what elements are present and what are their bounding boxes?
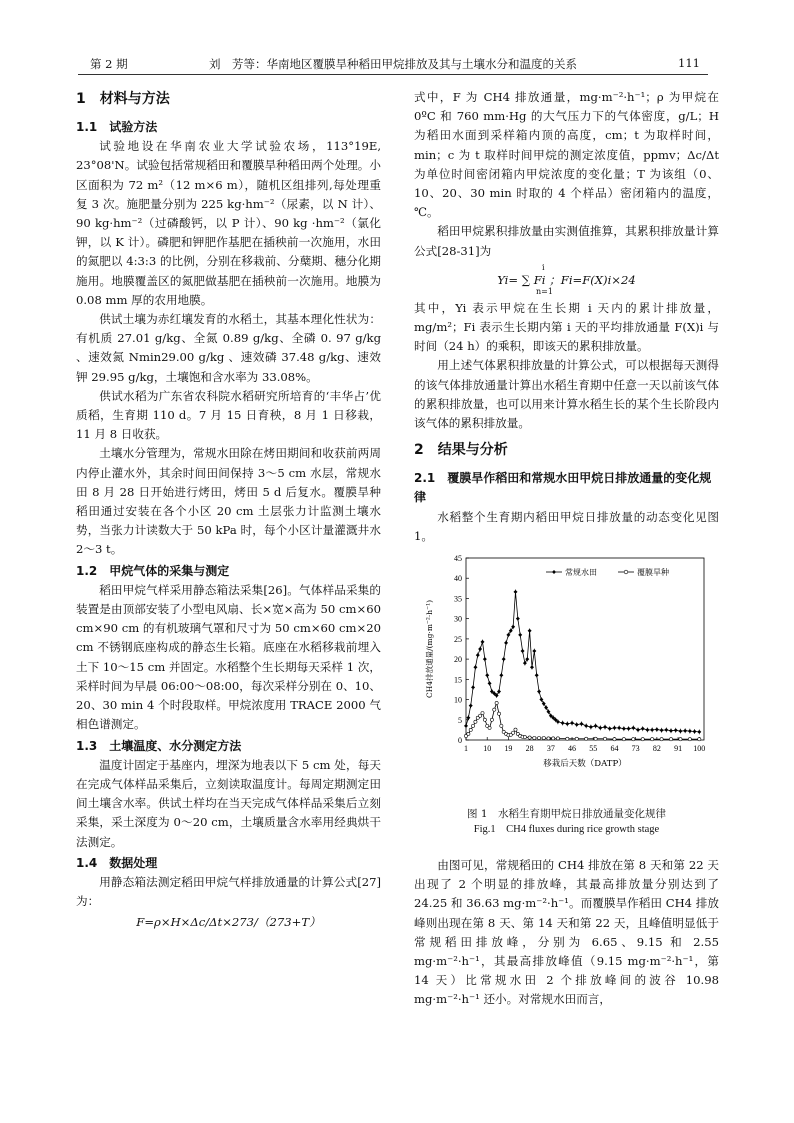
legend-marker-2 [624,570,628,574]
data-point-mulched [688,738,691,741]
data-point-mulched [566,737,569,740]
y-tick-label: 0 [458,736,462,746]
x-tick-label: 1 [464,744,468,754]
paragraph: 温度计固定于基座内，埋深为地表以下 5 cm 处，每天在完成气体样品采集后，立刻读取温度计。每周定期测定田间土壤含水率。供试土样均在当天完成气体样品采集后立刻采集，采土深度为 0～20 cm，土壤质量含水率用经典烘干法测定。 [76,757,381,849]
data-point-mulched [512,731,515,734]
section-1-4-title: 1.4 数据处理 [76,855,158,870]
x-tick-label: 64 [610,744,619,754]
formula-text: Yi= ∑ Fi ；Fi=F(X)i×24 [497,272,636,287]
paragraph: 用上述气体累积排放量的计算公式，可以根据每天测得的该气体排放通量计算出水稻生育期中任意一天以前该气体的累积排放量，也可以用来计算水稻生长的某个生长阶段内该气体的累积排放量。 [414,358,719,431]
x-tick-label: 46 [568,744,577,754]
data-point-mulched [523,736,526,739]
y-tick-label: 25 [454,634,462,644]
left-column [76,88,381,935]
x-tick-label: 37 [546,744,555,754]
formula-sub: n=1 [536,286,553,296]
figure-caption-en: Fig.1 CH4 fluxes during rice growth stage [473,824,660,836]
flux-formula: F=ρ×H×Δc/Δt×273/（273+T） [136,915,321,930]
x-tick-label: 91 [674,744,683,754]
legend-label-2: 覆膜旱种 [637,568,669,578]
y-tick-label: 20 [454,655,462,665]
data-point-mulched [533,736,536,739]
x-tick-label: 55 [589,744,598,754]
data-point-mulched [490,718,493,721]
data-point-mulched [493,708,496,711]
x-tick-label: 10 [483,744,492,754]
y-tick-label: 10 [454,695,462,705]
data-point-mulched [632,738,635,741]
data-point-mulched [481,712,484,715]
paragraph: 水稻整个生育期内稻田甲烷日排放量的动态变化见图 1。 [414,509,719,543]
y-tick-label: 30 [454,614,462,624]
data-point-mulched [537,736,540,739]
formula-sup: i [542,262,545,272]
issue-label: 第 2 期 [90,57,128,71]
data-point-mulched [641,738,644,741]
y-tick-label: 15 [454,675,462,685]
y-tick-label: 40 [454,574,462,584]
data-point-mulched [497,712,500,715]
data-point-mulched [547,737,550,740]
data-point-mulched [479,714,482,717]
series-line-2 [466,703,699,739]
page-number: 111 [678,56,700,70]
y-tick-label: 5 [458,715,462,725]
data-point-mulched [622,738,625,741]
figure-caption-cn: 图 1 水稻生育期甲烷日排放通量变化规律 [466,808,667,821]
legend-marker-1 [552,570,556,574]
paragraph: 供试水稻为广东省农科院水稻研究所培育的‘丰华占’优质稻，生育期 110 d。7 月 15 日育秧，8 月 1 日移栽，11 月 8 日收获。 [76,388,381,442]
paragraph: 其中，Yi 表示甲烷在生长期 i 天内的累计排放量，mg/m²；Fi 表示生长期内第 i 天的平均排放通量 F(X)i 与时间（24 h）的乘积，即该天的累积排放量。 [414,300,719,354]
data-point-mulched [500,724,503,727]
section-1-1-title: 1.1 试验方法 [76,120,158,134]
data-point-mulched [603,737,606,740]
x-tick-label: 28 [525,744,534,754]
plot-frame [466,558,704,740]
x-tick-label: 73 [631,744,640,754]
figure-1 [414,550,719,800]
data-point-mulched [651,738,654,741]
data-point-mulched [575,737,578,740]
legend-label-1: 常规水田 [565,568,597,578]
paragraph: 试验地设在华南农业大学试验农场，113°19E, 23°08'N。试验包括常规稻田和覆膜旱种稻田两个处理。小区面积为 72 m²（12 m×6 m），随机区组排列,每处理重复 3 次。施肥量分别为 225 kg·hm⁻²（尿素，以 N 计）、90 kg·hm⁻²（过磷酸钙，以 P 计）、90 kg ·hm⁻²（氯化钾，以 K 计）。磷肥和钾肥作基肥在插秧前一次施用，水田的氮肥以 4:3:3 的比例，分别在移栽前、分蘖期、穗分化期施用。地膜覆盖区的氮肥做基肥在插秧前一次施用。地膜为 0.08 mm 厚的农用地膜。 [76,139,381,307]
running-header [78,52,708,75]
section-1-title: 1 材料与方法 [76,91,170,107]
section-1-2-title: 1.2 甲烷气体的采集与测定 [76,563,230,578]
data-point-mulched [669,738,672,741]
data-point-mulched [542,736,545,739]
ch4-flux-chart [414,550,719,775]
data-point-mulched [467,732,470,735]
data-point-mulched [698,738,701,741]
data-point-mulched [552,737,555,740]
cumulative-formula [414,263,719,297]
data-point-mulched [528,736,531,739]
data-point-mulched [556,737,559,740]
series-line-1 [466,592,699,732]
y-tick-label: 35 [454,594,462,604]
data-point-mulched [514,728,517,731]
data-point-mulched [585,737,588,740]
section-1-3-title: 1.3 土壤温度、水分测定方法 [76,738,242,753]
x-axis-label: 移栽后天数（DATP） [543,759,627,770]
data-point-mulched [679,738,682,741]
data-point-mulched [471,724,474,727]
x-tick-label: 100 [693,744,706,754]
x-tick-label: 19 [504,744,513,754]
data-point-mulched [594,737,597,740]
paragraph: 式中，F 为 CH4 排放通量，mg·m⁻²·h⁻¹；ρ 为甲烷在 0ºC 和 760 mm·Hg 的大气压力下的气体密度，g/L；H 为稻田水面到采样箱内顶的高度，cm；t 为取样时间，min；c 为 t 取样时间甲烷的测定浓度值，ppmv；Δc/Δt 为单位时间密闭箱内甲烷浓度的变化量；T 为该组（0、10、20、30 min 时取的 4 个样品）密闭箱内的温度，℃。 [414,90,719,220]
data-point-mulched [660,738,663,741]
x-tick-label: 82 [652,744,661,754]
paragraph: 供试土壤为赤红壤发育的水稻土，其基本理化性状为：有机质 27.01 g/kg、全氮 0.89 g/kg、全磷 0. 97 g/kg 、速效氮 Nmin29.00 g/kg 、速效磷 37.48 g/kg、速效钾 29.95 g/kg，土壤饱和含水率为 33.08%。 [76,312,381,384]
paragraph: 稻田甲烷累积排放量由实测值推算，其累积排放量计算公式[28-31]为 [414,224,719,258]
y-tick-label: 45 [454,554,462,564]
paragraph: 用静态箱法测定稻田甲烷气样排放通量的计算公式[27]为： [76,874,381,909]
section-2-title: 2 结果与分析 [414,442,508,459]
y-axis-label: CH4排放通量/(mg·m⁻²·h⁻¹) [425,600,434,699]
right-column [414,88,719,1010]
data-point-mulched [469,728,472,731]
paragraph: 土壤水分管理为，常规水田除在烤田期间和收获前两周内停止灌水外，其余时间田间保持 3～5 cm 水层，常规水田 8 月 28 日开始进行烤田，烤田 5 d 后复水。覆膜旱种稻田通过安装在各个小区 20 cm 土层张力计监测土壤水势，当张力计读数大于 50 kPa 时，每个小区计量灌溉井水 2～3 t。 [76,446,381,557]
data-point-mulched [483,718,486,721]
data-point-mulched [474,720,477,723]
section-2-1-title: 2.1 覆膜旱作稻田和常规水田甲烷日排放通量的变化规律 [414,471,712,505]
data-point-mulched [613,738,616,741]
paragraph: 由图可见，常规稻田的 CH4 排放在第 8 天和第 22 天出现了 2 个明显的排放峰，其最高排放量分别达到了 24.25 和 36.63 mg·m⁻²·h⁻¹。而覆膜旱作稻田 CH4 排放峰则出现在第 8 天、第 14 天和第 22 天，且峰值明显低于常规稻田排放峰，分别为 6.65、9.15 和 2.55 mg·m⁻²·h⁻¹，其最高排放峰值（9.15 mg·m⁻²·h⁻¹，第 14 天）比常规水田 2 个排放峰间的波谷 10.98 mg·m⁻²·h⁻¹ 还小。对常规水田而言， [414,858,719,1007]
paragraph: 稻田甲烷气样采用静态箱法采集[26]。气体样品采集的装置是由顶部安装了小型电风扇、长×宽×高为 50 cm×60 cm×90 cm 的有机玻璃气罩和尺寸为 50 cm×60 cm×20 cm 不锈钢底座构成的静态生长箱。底座在水稻移栽前埋入土下 10～15 cm 并固定。水稻整个生长期每天采样 1 次，采样时间为早晨 06:00～08:00，每次采样分别在 0、10、20、30 min 4 个时段取样。甲烷浓度用 TRACE 2000 气相色谱测定。 [76,582,382,732]
running-title: 刘 芳等：华南地区覆膜旱种稻田甲烷排放及其与土壤水分和温度的关系 [209,57,577,71]
data-point-mulched [495,701,498,704]
data-point-mulched [488,726,491,729]
